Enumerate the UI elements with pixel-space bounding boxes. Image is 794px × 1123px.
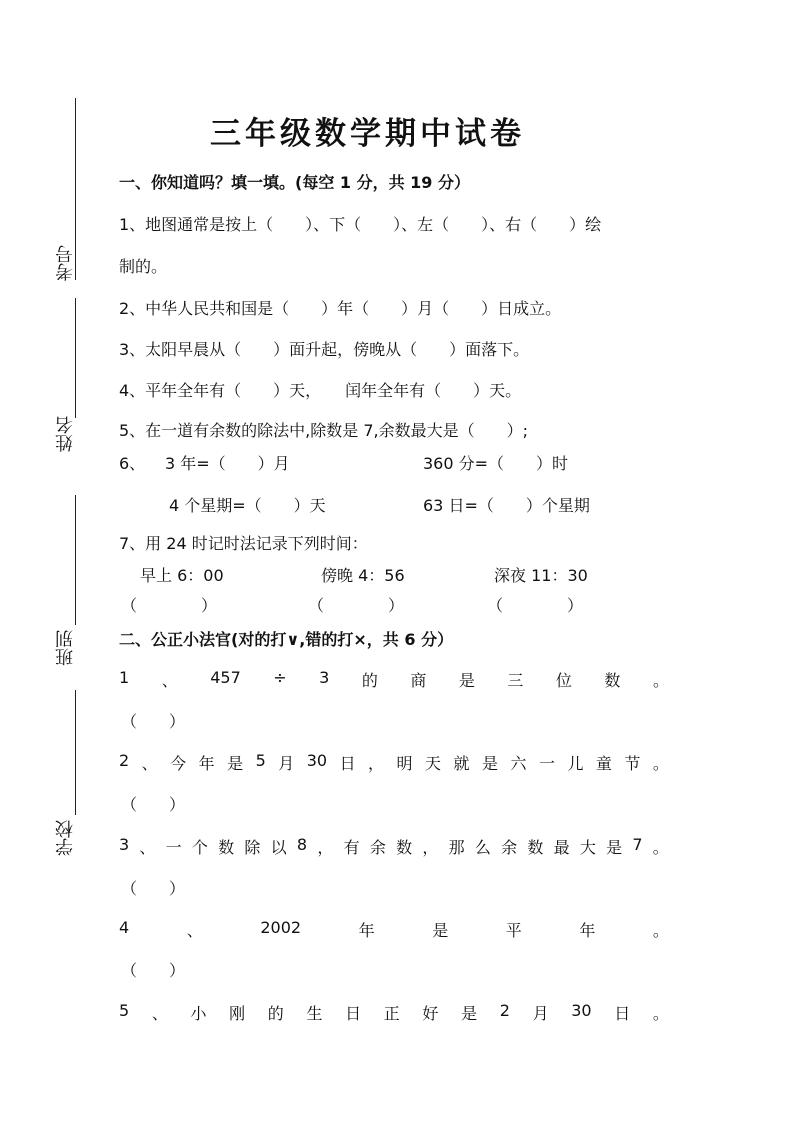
question-1-6-label: 6、 <box>119 454 146 473</box>
question-token: 节 <box>624 754 641 773</box>
question-1-2: 2、中华人民共和国是（ ）年（ ）月（ ）日成立。 <box>119 299 562 318</box>
question-token: 位 <box>555 671 572 690</box>
question-token: 正 <box>383 1004 400 1023</box>
question-token: 的 <box>267 1004 284 1023</box>
binding-line-2 <box>75 298 76 418</box>
question-1-7-blank-2: （ ） <box>308 596 405 615</box>
question-1-3: 3、太阳早晨从（ ）面升起，傍晚从（ ）面落下。 <box>119 340 530 359</box>
question-token: 、 <box>141 754 158 773</box>
question-token: 好 <box>422 1004 439 1023</box>
question-token: 5 <box>255 751 266 770</box>
question-token: 457 <box>210 668 241 687</box>
answer-blank-2-4: （ ） <box>121 961 186 980</box>
exam-number-label: 考号 <box>55 245 76 281</box>
question-token: 个 <box>191 838 208 857</box>
question-token: 。 <box>652 671 669 690</box>
question-token: 的 <box>361 671 378 690</box>
question-1-6-d: 63 日=（ ）个星期 <box>423 496 590 515</box>
question-token: 、 <box>139 838 156 857</box>
question-token: 2 <box>119 751 130 770</box>
question-token: 。 <box>652 838 669 857</box>
question-token: 、 <box>186 921 203 940</box>
question-token: 一 <box>538 754 555 773</box>
page-title: 三年级数学期中试卷 <box>210 116 525 152</box>
question-token: 大 <box>579 838 596 857</box>
student-name-label: 姓名 <box>55 416 76 452</box>
question-token: 童 <box>595 754 612 773</box>
question-token: 7 <box>632 835 643 854</box>
question-1-6-a: 3 年=（ ）月 <box>165 454 290 473</box>
question-2-5 <box>119 1001 669 1024</box>
question-token: 刚 <box>229 1004 246 1023</box>
question-token: 日 <box>614 1004 631 1023</box>
section1-heading: 一、你知道吗？填一填。(每空 1 分，共 19 分） <box>119 173 470 192</box>
question-token: 年 <box>579 921 596 940</box>
question-1-1-line2: 制的。 <box>119 257 168 276</box>
question-1-7-blank-1: （ ） <box>121 596 218 615</box>
question-token: 数 <box>396 838 413 857</box>
answer-blank-2-1: （ ） <box>121 712 186 731</box>
question-1-7-time-3: 深夜 11：30 <box>494 566 588 585</box>
question-token: 。 <box>652 921 669 940</box>
question-token: 1 <box>119 668 130 687</box>
question-token: 平 <box>505 921 522 940</box>
question-token: 。 <box>652 1004 669 1023</box>
question-token: 年 <box>358 921 375 940</box>
question-token: 余 <box>369 838 386 857</box>
question-token: 3 <box>319 668 330 687</box>
question-token: 数 <box>604 671 621 690</box>
question-token: 数 <box>218 838 235 857</box>
question-token: 最 <box>553 838 570 857</box>
question-token: 30 <box>571 1001 592 1020</box>
question-token: 商 <box>410 671 427 690</box>
question-2-2 <box>119 751 669 774</box>
question-token: 是 <box>432 921 449 940</box>
question-token: 生 <box>306 1004 323 1023</box>
question-token: 3 <box>119 835 130 854</box>
question-token: 、 <box>161 671 178 690</box>
question-token: 月 <box>278 754 295 773</box>
question-token: ÷ <box>273 668 287 687</box>
question-token: 今 <box>170 754 187 773</box>
question-1-5: 5、在一道有余数的除法中,除数是 7,余数最大是（ ）; <box>119 421 529 440</box>
question-token: 是 <box>606 838 623 857</box>
question-2-3 <box>119 835 669 858</box>
question-token: 8 <box>296 835 308 854</box>
answer-blank-2-2: （ ） <box>121 795 186 814</box>
answer-blank-2-3: （ ） <box>121 879 186 898</box>
question-1-7: 7、用 24 时记时法记录下列时间： <box>119 534 368 553</box>
question-token: 六 <box>510 754 527 773</box>
question-token: 三 <box>507 671 524 690</box>
question-1-7-time-1: 早上 6：00 <box>140 566 224 585</box>
question-token: 儿 <box>567 754 584 773</box>
question-2-1 <box>119 668 669 691</box>
school-label: 学校 <box>55 820 76 856</box>
question-token: 是 <box>458 671 475 690</box>
question-token: 2 <box>499 1001 510 1020</box>
question-token: 是 <box>227 754 244 773</box>
question-1-7-time-2: 傍晚 4：56 <box>321 566 405 585</box>
question-token: 一 <box>165 838 182 857</box>
question-1-6-b: 360 分=（ ）时 <box>423 454 569 473</box>
question-token: 除 <box>244 838 261 857</box>
question-1-7-blank-3: （ ） <box>487 596 584 615</box>
question-token: 么 <box>474 838 491 857</box>
question-token: 日 <box>345 1004 362 1023</box>
class-label: 班别 <box>55 630 76 666</box>
question-token: 小 <box>190 1004 207 1023</box>
question-token: 5 <box>119 1001 130 1020</box>
question-token: ， <box>317 838 334 857</box>
section2-heading: 二、公正小法官(对的打∨,错的打×，共 6 分） <box>119 630 454 649</box>
question-1-4: 4、平年全年有（ ）天， 闰年全年有（ ）天。 <box>119 381 522 400</box>
question-token: 余 <box>501 838 518 857</box>
question-1-6-c: 4 个星期=（ ）天 <box>169 496 326 515</box>
question-token: 月 <box>532 1004 549 1023</box>
question-token: 。 <box>652 754 669 773</box>
question-2-4 <box>119 918 669 941</box>
binding-line-4 <box>75 690 76 815</box>
question-token: ， <box>422 838 439 857</box>
question-token: 有 <box>343 838 360 857</box>
question-token: 就 <box>453 754 470 773</box>
question-token: 30 <box>306 751 328 770</box>
question-token: 天 <box>425 754 442 773</box>
question-token: 是 <box>481 754 498 773</box>
question-token: 以 <box>270 838 287 857</box>
question-token: 日 <box>339 754 356 773</box>
question-token: 年 <box>198 754 215 773</box>
question-token: 数 <box>527 838 544 857</box>
question-token: ， <box>368 754 385 773</box>
question-token: 、 <box>151 1004 168 1023</box>
binding-line-3 <box>75 495 76 625</box>
question-1-1-line1: 1、地图通常是按上（ ）、下（ ）、左（ ）、右（ ）绘 <box>119 215 602 234</box>
question-token: 4 <box>119 918 130 937</box>
question-token: 那 <box>448 838 465 857</box>
question-token: 2002 <box>260 918 302 937</box>
question-token: 是 <box>461 1004 478 1023</box>
question-token: 明 <box>396 754 413 773</box>
